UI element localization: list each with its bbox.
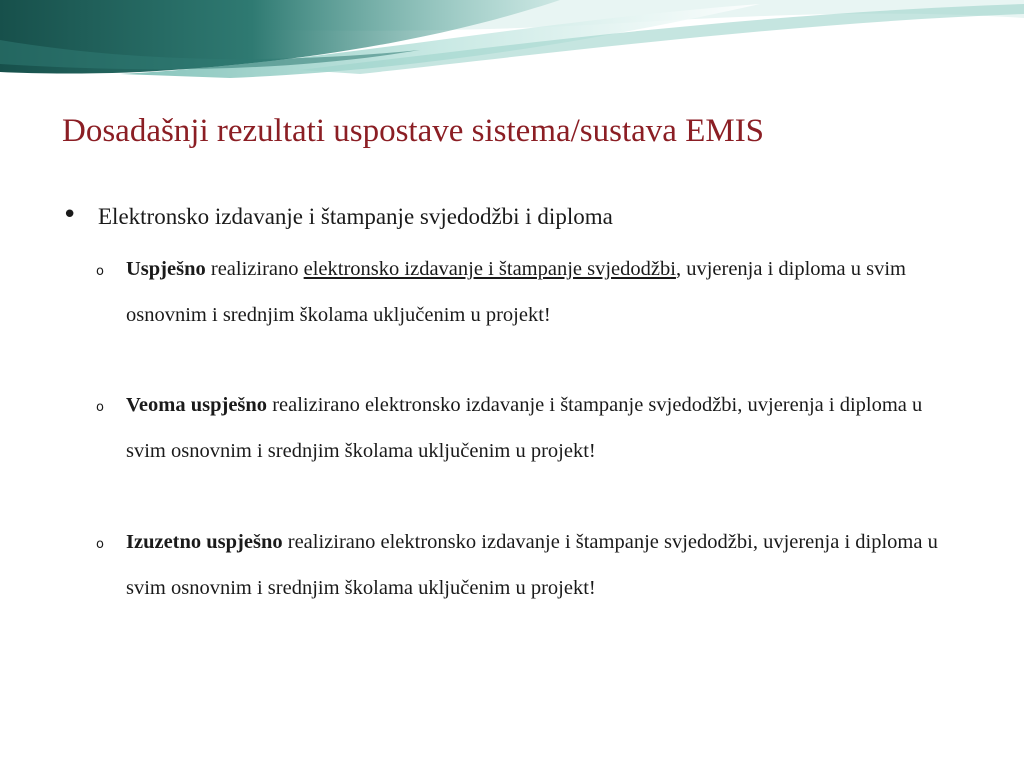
sub-bullet-marker: o — [96, 537, 104, 552]
main-bullet-text: Elektronsko izdavanje i štampanje svjedodžbi i diploma — [98, 204, 613, 229]
sub-bullet-marker: o — [96, 400, 104, 415]
body-text: realizirano elektronsko izdavanje i štampanje svjedodžbi, uvjerenja i diploma u svim osnovnim i srednjim školama uključenim u projekt! — [126, 394, 923, 462]
emphasis-text: Uspješno — [126, 258, 206, 280]
sub-bullet-marker: o — [96, 264, 104, 279]
sub-bullet-text — [126, 383, 956, 474]
emphasis-text: Izuzetno uspješno — [126, 531, 283, 553]
sub-bullet-text — [126, 247, 956, 338]
bullet-marker: • — [62, 200, 78, 230]
main-bullet — [62, 197, 613, 237]
slide-title: Dosadašnji rezultati uspostave sistema/sustava EMIS — [62, 113, 765, 149]
sub-bullet-2 — [96, 383, 956, 474]
sub-bullet-text — [126, 520, 956, 611]
underlined-text: elektronsko izdavanje i štampanje svjedodžbi — [303, 258, 676, 280]
sub-bullet-3 — [96, 520, 956, 611]
body-text: realizirano — [205, 258, 304, 280]
body-text: realizirano elektronsko izdavanje i štampanje svjedodžbi, uvjerenja i diploma u svim osnovnim i srednjim školama uključenim u projekt! — [126, 531, 938, 599]
emphasis-text: Veoma uspješno — [126, 394, 268, 416]
header-wave-banner — [0, 0, 1024, 80]
body-text: , uvjerenja i diploma u svim osnovnim i srednjim školama uključenim u projekt! — [126, 258, 906, 326]
sub-bullet-1 — [96, 247, 956, 338]
